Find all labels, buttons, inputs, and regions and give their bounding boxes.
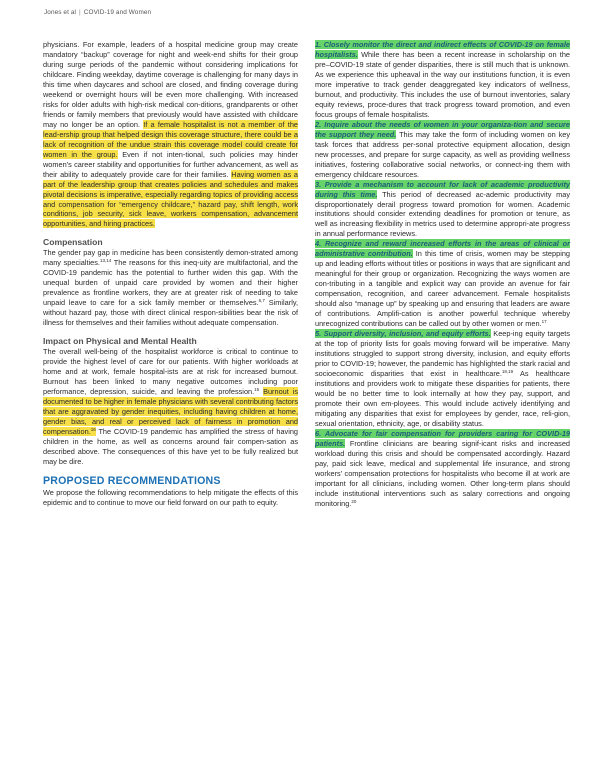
childcare-paragraph bbox=[43, 40, 298, 229]
citation-ref: 20 bbox=[351, 498, 357, 504]
recommendations-heading: PROPOSED RECOMMENDATIONS bbox=[43, 474, 221, 487]
recommendation-item-4 bbox=[315, 239, 570, 329]
recommendation-text: Frontline clinicians are bearing signif-icant risks and increased workload during this crisis and should be compensated accordingly. Hazard pay, paid sick leave, medical and supplemental life insurance, and strong workers’ compensation protections for hospitalists who become ill at work are important for all clinicians, including women. Other long-term plans should include institutional interventions such as salary corrections and ongoing monitoring. bbox=[315, 438, 570, 508]
health-text-1: The overall well-being of the hospitalist workforce is critical to continue to provide the highest level of care for our patients. With higher workloads at home and at work, female hospital-ists are at risk for increased burnout. Burnout has been linked to many negative outcomes including poor performance, depression, suicide, and leaving the profession. bbox=[43, 347, 298, 397]
highlight-women-leadership: Having women as a part of the leadership group that creates policies and schedules and makes pivotal decisions is imperative, especially regarding topics of providing access and compensation for “emergency childcare,” hazard pay, shift length, work conditions, job security, sick leave, workers compensation, advancement opportunities, and hiring practices. bbox=[43, 169, 298, 229]
citation-ref: 18,19 bbox=[501, 368, 514, 374]
citation-ref: 17 bbox=[541, 319, 547, 325]
health-heading: Impact on Physical and Mental Health bbox=[43, 336, 197, 347]
left-column bbox=[43, 40, 298, 508]
health-paragraph bbox=[43, 347, 298, 467]
recommendation-text: In this time of crisis, women may be stepping up and leading efforts without titles or positions in ways that are significant and meaningful for their group or organization. Recognizing the ways women are con-tributing in a tangible and explicit way can provide an avenue for fair compensation, recognition, and career advancement. Female hospitalists should also “manage up” by speaking up and ensuring that leaders are aware of contributions. Amplifi-cation is another powerful technique whereby unrecognized contributions can be called out by other women or men. bbox=[315, 249, 571, 329]
compensation-text-2: The reasons for this ineq-uity are multifactorial, and the COVID-19 pandemic has the potential to further widen this gap. With the unequal burden of unpaid care provided by women and their higher prevalence as frontline workers, they are at greater risk of needing to take unpaid leave to care for a sick family member or themselves. bbox=[43, 258, 299, 308]
recommendation-text: This may take the form of including women on key task forces that address per-sonal protective equipment allocation, design new processes, and prepare for surge capacity, as well as providing wellness initiatives, fostering collaborative social networks, or connect-ing them with emergency childcare resources. bbox=[315, 129, 570, 179]
recommendation-title: 1. Closely monitor the direct and indirect effects of COVID-19 on female hospitalists. bbox=[315, 40, 570, 59]
recommendation-item-6 bbox=[315, 429, 570, 509]
recommendation-item-1 bbox=[315, 40, 570, 120]
compensation-heading: Compensation bbox=[43, 237, 103, 248]
recommendation-item-2 bbox=[315, 120, 570, 180]
recommendation-title: 5. Support diversity, inclusion, and equity efforts. bbox=[315, 329, 491, 339]
recommendation-title: 4. Recognize and reward increased efforts in the areas of clinical or administrative contribution. bbox=[315, 239, 570, 259]
recommendation-highlight bbox=[315, 329, 491, 338]
citation-ref: 13,14 bbox=[99, 258, 112, 264]
citation-ref: 15 bbox=[254, 387, 260, 393]
compensation-text-1: The gender pay gap in medicine has been consistently demon-strated among many specialties. bbox=[43, 248, 298, 268]
recommendations-intro: We propose the following recommendations to help mitigate the effects of this epidemic and to continue to move our field forward on our path to equity. bbox=[43, 487, 298, 507]
recommendation-title: 3. Provide a mechanism to account for lack of academic productivity during this time. bbox=[315, 179, 570, 199]
header-section: COVID-19 and Women bbox=[83, 9, 152, 16]
compensation-paragraph bbox=[43, 248, 298, 328]
running-header bbox=[44, 9, 151, 16]
recommendation-title: 6. Advocate for fair compensation for providers caring for COVID-19 patients. bbox=[315, 428, 570, 448]
highlight-leadership: If a female hospitalist is not a member of the lead-ership group that helped design this coverage structure, there could be a lack of recognition of the undue strain this coverage model could create for women in the group. bbox=[43, 119, 298, 159]
childcare-text: physicians. For example, leaders of a hospital medicine group may create mandatory “backup” coverage for night and week-end shifts for their group during surge periods of the pandemic without considering implications for childcare. Finding weekday, daytime coverage is challenging for many days in this time when daycares and school are closed, and finding coverage during weekend or overnight hours will be even more challenging. With increased risks for older adults with high-risk medical con-ditions, grandparents or other friends or family members that previously would have assisted with childcare may no longer be an option. bbox=[43, 40, 298, 129]
burnout-text: Burnout is documented to be higher in female physicians with several contributing factors that are aggravated by gender inequities, including having children at home, gender bias, and real or perceived lack of fairness in promotion and compensation. bbox=[43, 387, 298, 436]
recommendation-text: Keep-ing equity targets at the top of priority lists for goals moving forward will be imperative. Many institutions struggled to support strong diversity, inclusion, and equity efforts prior to COVID-19; however, the pandemic has highlighted the stark racial and socioeconomic disparities that exist in healthcare. bbox=[315, 329, 570, 378]
right-column bbox=[315, 40, 570, 509]
recommendation-item-5 bbox=[315, 329, 570, 429]
recommendation-text: This period of decreased ac-ademic productivity may disproportionately derail progress toward promotion for women. Academic institutions should consider extending deadlines for promotion or tenure, as well as increasing flexibility in metrics used to determine appropri-ate progress in annual performance reviews. bbox=[315, 189, 570, 239]
header-authors: Jones et al bbox=[44, 9, 77, 16]
recommendation-title: 2. Inquire about the needs of women in your organiza-tion and secure the support they need. bbox=[315, 119, 570, 139]
recommendation-text-2: As healthcare institutions and providers work to mitigate these disparities for patients, there would be no better time to look internally at how they pay, support, and promote their own em-ployees. This would include actively identifying and mitigating any disparities that exist for employees by gender, race, reli-gion, sexual orientation, ethnicity, age, or disability status. bbox=[315, 368, 570, 428]
compensation-text-3: Similarly, without hazard pay, those with direct clinical respon-sibilities bear the risk of illness for themselves and their families without adequate compensation. bbox=[43, 298, 299, 328]
recommendation-text: While there has been a recent increase in scholarship on the pre–COVID-19 state of gender disparities, there is still much that is unknown. As we experience this upheaval in the way our institutions function, it is even more imperative to track gender deaggregated key indicators of wellness, burnout, and productivity. This includes the use of burnout inventories, salary equity reviews, proce-dures that track progress toward promotion, and even focus groups of female hospitalists. bbox=[315, 49, 570, 119]
citation-ref: 16 bbox=[90, 426, 96, 432]
health-text-2: The COVID-19 pandemic has amplified the stress of having children in the home, as well as concerns around fair compen-sation as described above. The consequences of this have yet to be fully realized but may be dire. bbox=[43, 426, 298, 466]
citation-ref: 6,7 bbox=[258, 298, 265, 304]
childcare-text-mid: Even if not inten-tional, such policies may hinder women’s career stability and opportunities for further advancement, as well as their ability to adequately provide care for their families. bbox=[43, 149, 299, 179]
recommendation-item-3 bbox=[315, 180, 570, 240]
header-separator: | bbox=[79, 9, 81, 16]
